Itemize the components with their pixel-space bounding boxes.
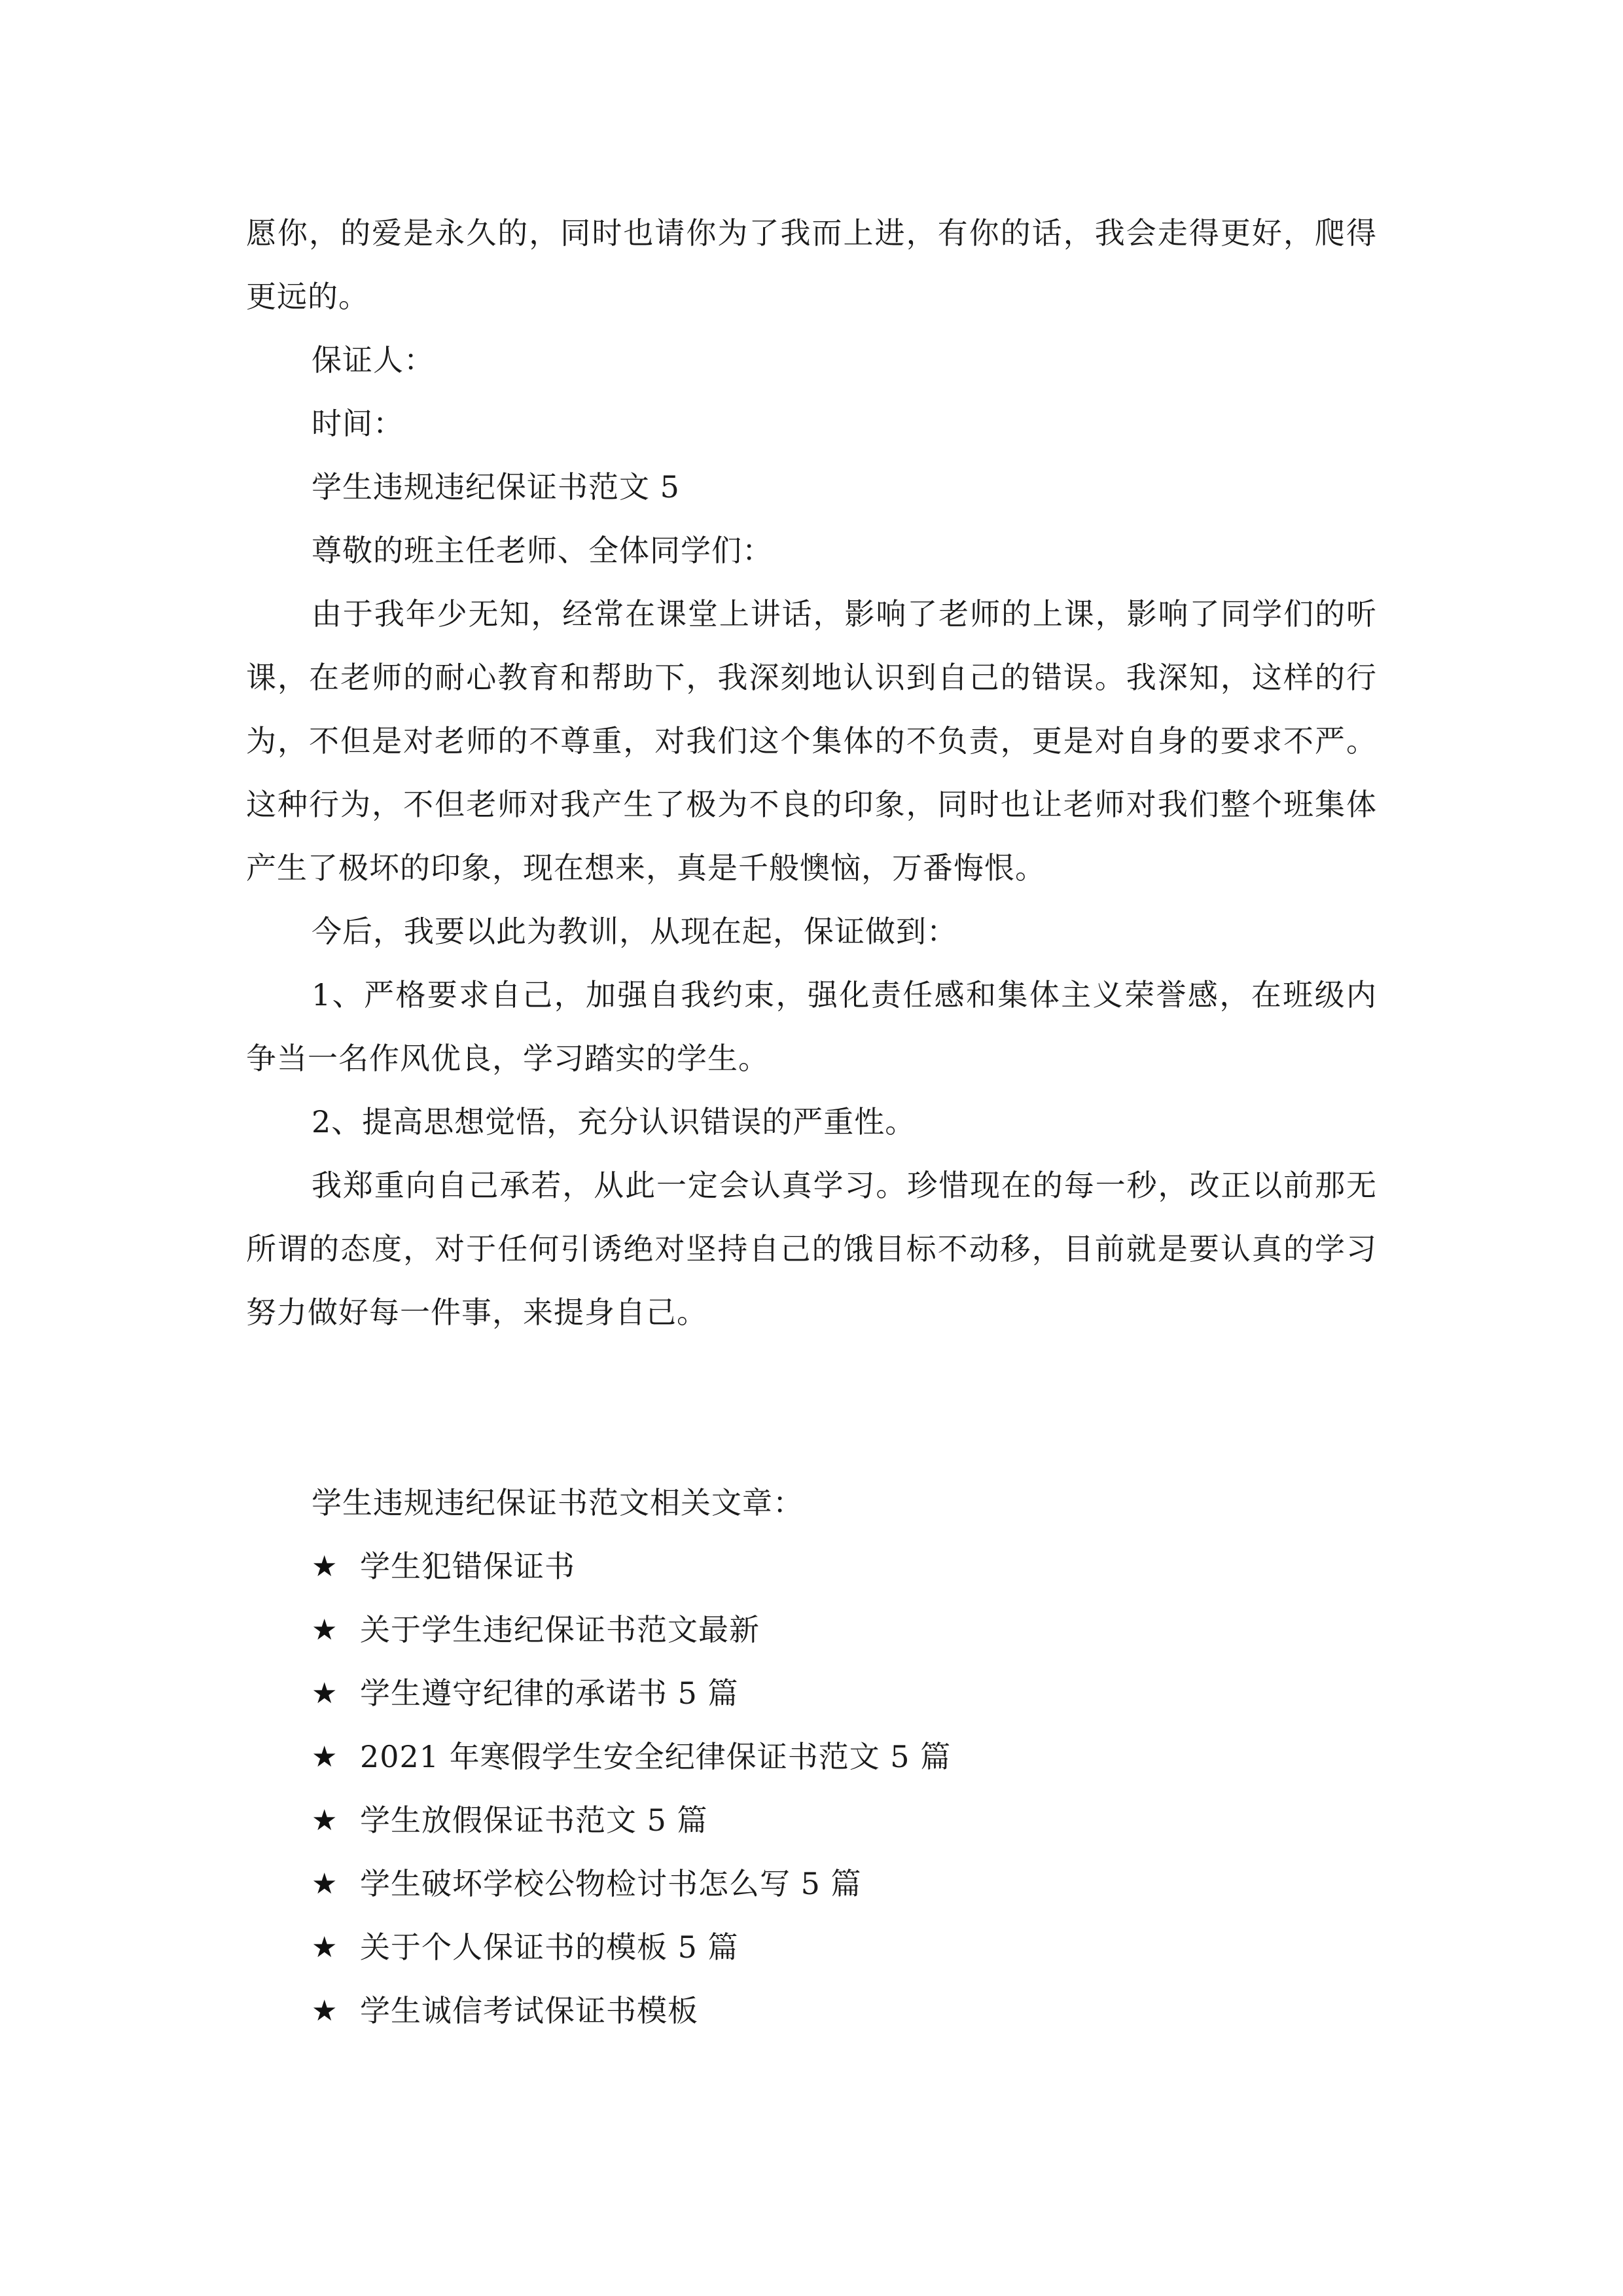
related-article-link[interactable]: 2021 年寒假学生安全纪律保证书范文 5 篇: [360, 1739, 952, 1774]
sample-title: 学生违规违纪保证书范文 5: [312, 469, 680, 505]
guarantor-label: 保证人：: [312, 342, 435, 378]
related-article-link[interactable]: 学生遵守纪律的承诺书 5 篇: [360, 1676, 739, 1711]
salutation: 尊敬的班主任老师、全体同学们：: [312, 533, 773, 568]
related-article-item: [312, 1535, 1377, 1598]
related-article-link[interactable]: 关于学生违纪保证书范文最新: [360, 1612, 760, 1647]
related-article-item: [312, 1725, 1377, 1789]
commitment-item-2: 2、提高思想觉悟，充分认识错误的严重性。: [312, 1104, 916, 1139]
closing-paragraph: 愿你，的爱是永久的，同时也请你为了我而上进，有你的话，我会走得更好，爬得更远的。: [246, 215, 1377, 314]
star-icon: ★: [312, 1867, 338, 1901]
star-icon: ★: [312, 1613, 338, 1647]
related-article-item: [312, 1789, 1377, 1852]
section-gap: [246, 1344, 1377, 1471]
pledge-paragraph: 我郑重向自己承若，从此一定会认真学习。珍惜现在的每一秒，改正以前那无所谓的态度，对于任何引诱绝对坚持自己的饿目标不动移，目前就是要认真的学习努力做好每一件事，来提身自己。: [246, 1168, 1377, 1330]
star-icon: ★: [312, 1930, 338, 1964]
related-articles-list: [246, 1535, 1377, 2043]
body-paragraph: 由于我年少无知，经常在课堂上讲话，影响了老师的上课，影响了同学们的听课，在老师的耐心教育和帮助下，我深刻地认识到自己的错误。我深知，这样的行为，不但是对老师的不尊重，对我们这个集体的不负责，更是对自身的要求不严。这种行为，不但老师对我产生了极为不良的印象，同时也让老师对我们整个班集体产生了极坏的印象，现在想来，真是千般懊恼，万番悔恨。: [246, 596, 1377, 886]
commitment-item-1: 1、严格要求自己，加强自我约束，强化责任感和集体主义荣誉感，在班级内争当一名作风优良，学习踏实的学生。: [246, 977, 1377, 1076]
document-content: [246, 202, 1377, 2043]
star-icon: ★: [312, 1740, 338, 1774]
date-label: 时间：: [312, 406, 404, 441]
related-article-item: [312, 1916, 1377, 1979]
related-article-link[interactable]: 学生放假保证书范文 5 篇: [360, 1803, 708, 1838]
star-icon: ★: [312, 1803, 338, 1837]
star-icon: ★: [312, 1676, 338, 1710]
related-article-item: [312, 1852, 1377, 1916]
related-articles-title: 学生违规违纪保证书范文相关文章：: [312, 1485, 804, 1520]
star-icon: ★: [312, 1994, 338, 2028]
related-article-link[interactable]: 学生破坏学校公物检讨书怎么写 5 篇: [360, 1866, 862, 1901]
related-article-link[interactable]: 关于个人保证书的模板 5 篇: [360, 1929, 739, 1965]
commitment-intro: 今后，我要以此为教训，从现在起，保证做到：: [312, 914, 957, 949]
related-article-link[interactable]: 学生诚信考试保证书模板: [360, 1993, 698, 2028]
related-article-link[interactable]: 学生犯错保证书: [360, 1549, 575, 1584]
related-article-item: [312, 1662, 1377, 1725]
related-article-item: [312, 1979, 1377, 2043]
related-article-item: [312, 1598, 1377, 1662]
star-icon: ★: [312, 1549, 338, 1583]
